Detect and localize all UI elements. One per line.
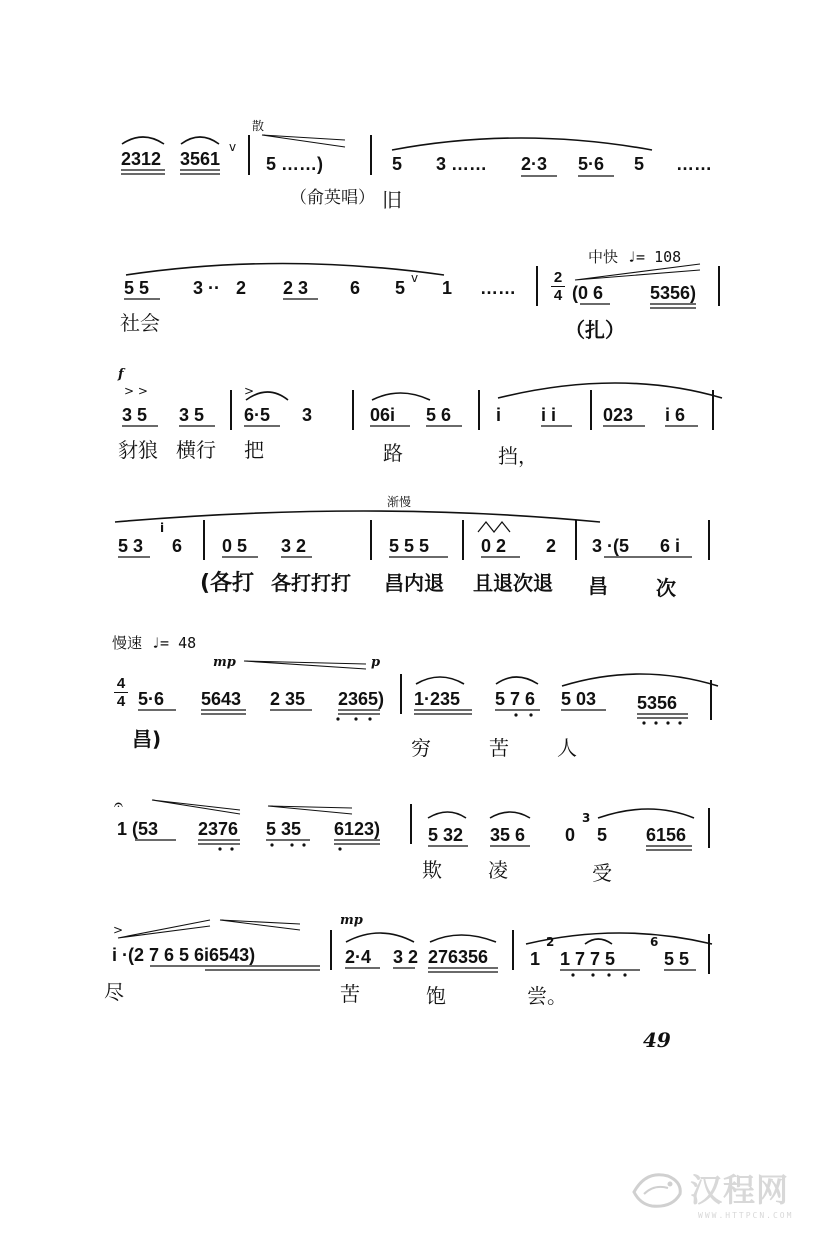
grace-note: 2 <box>546 935 555 949</box>
lyric: 人 <box>557 736 577 760</box>
note: 5 <box>392 154 403 174</box>
note: 1 <box>530 949 541 969</box>
lyric: 饱 <box>426 984 446 1008</box>
time-signature-top: 4 <box>116 675 126 692</box>
note-group: 023 <box>603 405 634 425</box>
watermark-url: WWW.HTTPCN.COM <box>698 1211 794 1220</box>
note-group: 5 03 <box>561 689 597 709</box>
note-group: 35 6 <box>490 825 526 845</box>
percussion-syllable: 昌) <box>132 727 162 751</box>
note: 6 <box>172 536 183 556</box>
fermata-icon: 𝄐 <box>114 795 123 814</box>
note-group: 3 2 <box>393 947 419 967</box>
percussion-syllable: 昌 <box>588 574 608 598</box>
breath-mark: v <box>411 271 419 285</box>
note-group: 6·5 <box>244 405 271 425</box>
note-group: 5643 <box>201 689 242 709</box>
note-group: 6156 <box>646 825 687 845</box>
note-group: 2·3 <box>521 154 548 174</box>
percussion-syllables: (各打 <box>200 571 255 596</box>
lyric: 旧 <box>382 188 402 212</box>
watermark-text: 汉程网 <box>690 1171 790 1209</box>
note-group: 6123) <box>334 819 381 839</box>
note-group: 5 5 <box>664 949 690 969</box>
note-group: 3561 <box>180 149 221 169</box>
note: 5 <box>597 825 608 845</box>
grace-note: i <box>160 521 165 535</box>
percussion-syllables: 昌内退 <box>384 571 444 595</box>
tempo-mark-free: 散 <box>252 119 265 133</box>
time-signature-bottom: 4 <box>116 693 126 710</box>
note-group: 2312 <box>121 149 162 169</box>
note-group: 5 7 6 <box>495 689 536 709</box>
note-group: 6 i <box>660 536 681 556</box>
note: 6 <box>350 278 361 298</box>
note-group: 0 5 <box>222 536 248 556</box>
grace-note: 6 <box>650 935 659 949</box>
tempo-marking: 慢速 ♩= 48 <box>112 634 197 652</box>
note: i <box>496 405 502 425</box>
percussion-syllable: （扎） <box>565 318 625 342</box>
note-group: i 6 <box>665 405 686 425</box>
time-signature-top: 2 <box>553 269 563 286</box>
note-group: 2365) <box>338 689 385 709</box>
note-group: 2 3 <box>283 278 309 298</box>
tempo-marking: 渐慢 <box>387 495 412 509</box>
note: 2 <box>236 278 247 298</box>
note-group: i ·(2 7 6 5 6i6543) <box>112 945 256 965</box>
note: 5 <box>634 154 645 174</box>
time-signature-bottom: 4 <box>553 287 563 304</box>
percussion-syllable: 次 <box>656 576 676 600</box>
lyric: 欺 <box>422 858 442 882</box>
note: 2 <box>546 536 557 556</box>
note-group: 5 3 <box>118 536 144 556</box>
note-group: …… <box>676 154 712 174</box>
lyric: 尽 <box>104 980 124 1004</box>
note-group: 5 32 <box>428 825 464 845</box>
note: 3 <box>302 405 313 425</box>
note-group: 1 (53 <box>117 819 159 839</box>
page-number: 49 <box>643 1028 671 1052</box>
accent-mark: > <box>244 384 255 398</box>
note-group: 3 2 <box>281 536 307 556</box>
lyric: 豺狼 <box>118 438 158 462</box>
percussion-syllables: 各打打打 <box>271 571 351 595</box>
dynamic-mark: mp <box>340 913 363 928</box>
dynamic-mark: p <box>371 655 381 670</box>
percussion-syllables: 且退次退 <box>473 571 553 595</box>
grace-note: 3 <box>582 811 591 825</box>
note-group: 5 35 <box>266 819 302 839</box>
lyric: 横行 <box>176 438 216 462</box>
note-group: 276356 <box>428 947 489 967</box>
note-group: 5 5 <box>124 278 150 298</box>
accent-marks: > > <box>124 384 148 398</box>
note-group: 1·235 <box>414 689 461 709</box>
lyric: 苦 <box>489 736 509 760</box>
note-group: 5·6 <box>138 689 165 709</box>
note-group: 3 5 <box>179 405 205 425</box>
note-group: (0 6 <box>572 283 604 303</box>
breath-mark: v <box>229 140 237 154</box>
note-group: 2·4 <box>345 947 372 967</box>
lyric: 路 <box>383 441 403 465</box>
note-group: 3 5 <box>122 405 148 425</box>
note-group: 2376 <box>198 819 239 839</box>
note: 1 <box>442 278 453 298</box>
lyric: 社会 <box>120 311 160 335</box>
lyric: 凌 <box>488 858 508 882</box>
lyric: 尝。 <box>527 984 567 1008</box>
tempo-marking: 中快 ♩= 108 <box>588 248 682 266</box>
accent-mark: > <box>113 923 124 937</box>
note-group: 5·6 <box>578 154 605 174</box>
note-group: 5 5 5 <box>389 536 430 556</box>
note-group: 3 ·· <box>193 278 220 298</box>
note-group: 5 ……) <box>266 154 324 174</box>
dynamic-mark: f <box>118 367 124 382</box>
note: 5 <box>395 278 406 298</box>
note-group: 5356 <box>637 693 678 713</box>
note-group: …… <box>480 278 516 298</box>
singer-label: （俞英唱） <box>290 188 375 208</box>
note-group: 3 ·(5 <box>592 536 630 556</box>
note-group: 5356) <box>650 283 697 303</box>
note-group: 1 7 7 5 <box>560 949 616 969</box>
lyric: 苦 <box>340 982 360 1006</box>
note-group: 06i <box>370 405 396 425</box>
lyric: 受 <box>592 861 612 885</box>
lyric: 把 <box>244 438 264 462</box>
lyric: 挡， <box>498 444 538 468</box>
note-group: 2 35 <box>270 689 306 709</box>
note-group: 3 …… <box>436 154 488 174</box>
note-group: 5 6 <box>426 405 452 425</box>
note-group: i i <box>541 405 557 425</box>
note: 0 <box>565 825 576 845</box>
dynamic-mark: mp <box>213 655 236 670</box>
lyric: 穷 <box>411 736 431 760</box>
note-group: 0 2 <box>481 536 507 556</box>
